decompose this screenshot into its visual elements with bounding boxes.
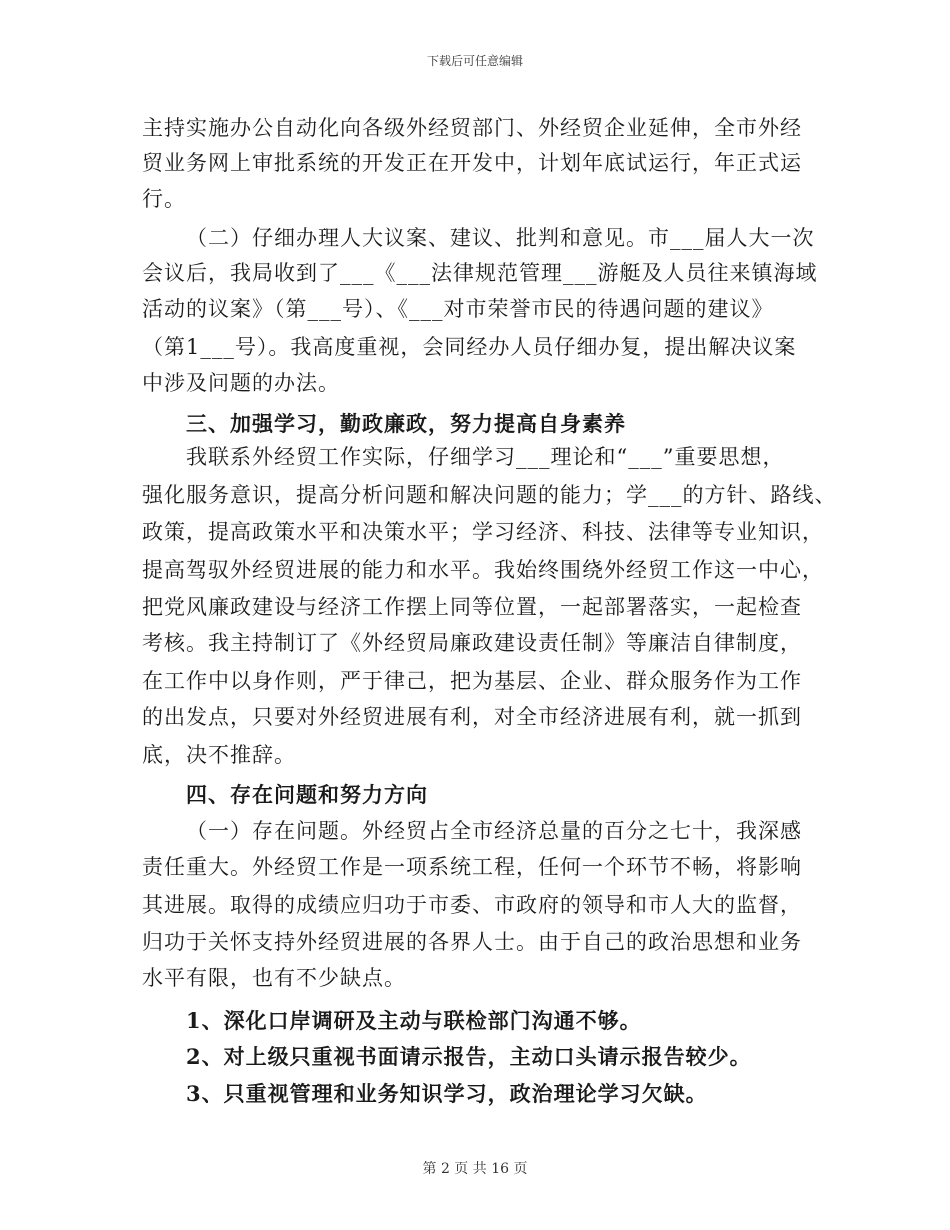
text-line: 主持实施办公自动化向各级外经贸部门、外经贸企业延伸，全市外经 (142, 116, 802, 140)
page-footer: 第 2 页 共 16 页 (422, 1161, 528, 1177)
text-line: 强化服务意识，提高分析问题和解决问题的能力；学___的方针、路线、 (142, 483, 837, 507)
section-heading: 三、加强学习，勤政廉政，努力提高自身素养 (186, 411, 626, 436)
section-heading: 四、存在问题和努力方向 (186, 782, 428, 807)
text-line: 中涉及问题的办法。 (142, 371, 340, 395)
text-line: （第1___号）。我高度重视，会同经办人员仔细办复，提出解决议案 (142, 335, 797, 359)
text-line: 其进展。取得的成绩应归功于市委、市政府的领导和市人大的监督， (142, 893, 802, 917)
text-line: 政策，提高政策水平和决策水平；学习经济、科技、法律等专业知识， (142, 520, 824, 544)
text-line: 行。 (142, 187, 186, 211)
text-line: 考核。我主持制订了《外经贸局廉政建设责任制》等廉洁自律制度， (142, 631, 802, 655)
text-line: （二）仔细办理人大议案、建议、批判和意见。市___届人大一次 (186, 226, 815, 250)
text-line: 把党风廉政建设与经济工作摆上同等位置，一起部署落实，一起检查 (142, 595, 802, 619)
text-line: （一）存在问题。外经贸占全市经济总量的百分之七十，我深感 (186, 819, 802, 843)
text-line: 会议后，我局收到了___《___法律规范管理___游艇及人员往来镇海域 (142, 261, 818, 285)
text-line: 的出发点，只要对外经贸进展有利，对全市经济进展有利，就一抓到 (142, 705, 802, 729)
page-header: 下载后可任意编辑 (426, 54, 523, 68)
text-line: 底，决不推辞。 (142, 743, 296, 767)
text-line: 在工作中以身作则，严于律己，把为基层、企业、群众服务作为工作 (142, 669, 802, 693)
text-line: 我联系外经贸工作实际，仔细学习___理论和“___”重要思想， (186, 445, 785, 469)
list-item: 3、只重视管理和业务知识学习，政治理论学习欠缺。 (186, 1081, 708, 1106)
text-line: 活动的议案》（第___号）、《___对市荣誉市民的待遇问题的建议》 (142, 297, 774, 321)
text-line: 归功于关怀支持外经贸进展的各界人士。由于自己的政治思想和业务 (142, 930, 802, 954)
text-line: 责任重大。外经贸工作是一项系统工程，任何一个环节不畅，将影响 (142, 855, 802, 879)
text-line: 贸业务网上审批系统的开发正在开发中，计划年底试运行，年正式运 (142, 151, 802, 175)
text-line: 提高驾驭外经贸进展的能力和水平。我始终围绕外经贸工作这一中心， (142, 558, 824, 582)
list-item: 2、对上级只重视书面请示报告，主动口头请示报告较少。 (186, 1044, 752, 1069)
text-line: 水平有限，也有不少缺点。 (142, 966, 406, 990)
list-item: 1、深化口岸调研及主动与联检部门沟通不够。 (186, 1008, 642, 1033)
